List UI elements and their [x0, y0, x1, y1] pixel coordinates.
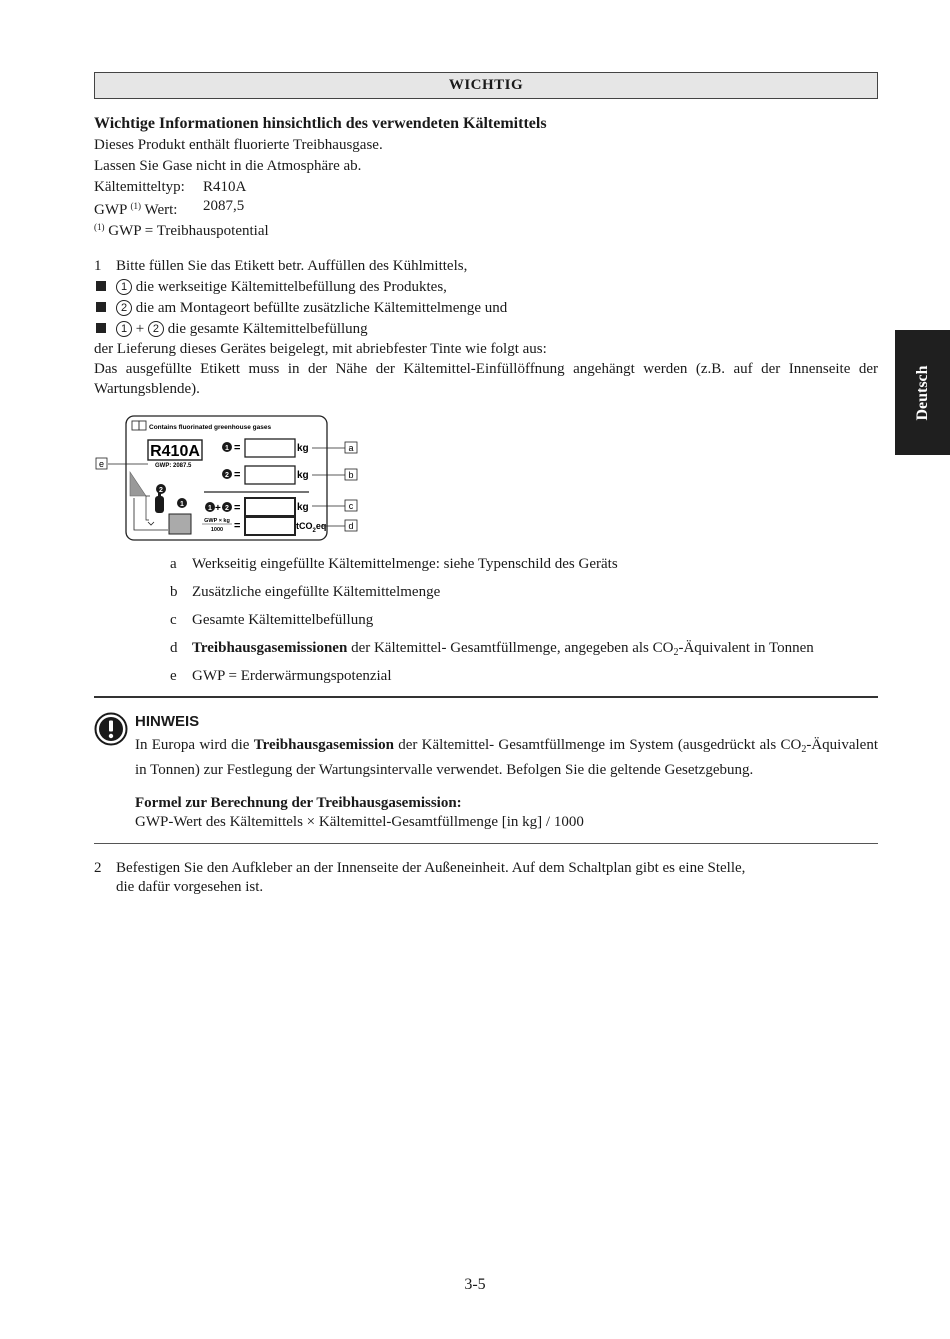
- intro-line-1: Dieses Produkt enthält fluorierte Treibhausgase.: [94, 137, 383, 153]
- field-total-charge: [245, 498, 295, 516]
- footnote-mark: (1): [94, 222, 105, 232]
- bullet-additional-charge: [96, 298, 507, 318]
- callout-c: c: [348, 501, 354, 511]
- gwp-value: 2087,5: [203, 198, 245, 214]
- label-num-2-small: 2: [159, 487, 163, 494]
- intro-heading: Wichtige Informationen hinsichtlich des verwendeten Kältemittels: [94, 115, 547, 132]
- square-bullet-icon: [96, 281, 106, 291]
- legend-key: d: [170, 640, 178, 656]
- callout-e: e: [98, 459, 105, 469]
- step-1-text: Bitte füllen Sie das Etikett betr. Auffüllen des Kühlmittels,: [116, 258, 468, 274]
- formula-bottom: 1000: [210, 527, 224, 533]
- refrigerant-type-row: [94, 177, 247, 197]
- field-factory-charge: [245, 439, 295, 457]
- callout-a: a: [348, 443, 354, 453]
- formula: [135, 812, 584, 832]
- legend-item-e: [170, 666, 392, 686]
- formula-post: Kältemittel-Gesamtfüllmenge [in kg] / 1000: [315, 814, 584, 830]
- legend-item-a: [170, 554, 618, 574]
- footnote-text: GWP = Treibhauspotential: [108, 223, 269, 239]
- gwp-footnote-mark: (1): [130, 201, 142, 211]
- legend-text: GWP = Erderwärmungspotenzial: [192, 668, 392, 684]
- note-paragraph: [135, 735, 878, 780]
- refrigerant-label-diagram: [94, 412, 374, 544]
- row-b-eq: =: [234, 469, 241, 481]
- step-2: [94, 858, 814, 878]
- step-1-number: 1: [94, 258, 102, 274]
- row-a-num: 1: [225, 445, 229, 452]
- plus-sign: +: [135, 321, 145, 337]
- label-num-1-small: 1: [180, 501, 184, 508]
- divider: [94, 696, 878, 698]
- divider: [94, 843, 878, 844]
- square-bullet-icon: [96, 302, 106, 312]
- step-1-after-2: Das ausgefüllte Etikett muss in der Nähe der Kältemittel-Einfüllöffnung angehängt werden (z.B. auf der Innenseite der Wartungsblende).: [94, 361, 878, 397]
- bullet-factory-charge: [96, 277, 447, 297]
- row-c-num-2: 2: [225, 505, 229, 512]
- legend-item-b: [170, 582, 440, 602]
- formula-top: GWP × kg: [204, 518, 230, 524]
- step-1-after-1: der Lieferung dieses Gerätes beigelegt, mit abriebfester Tinte wie folgt aus:: [94, 341, 547, 357]
- legend-text: Gesamte Kältemittelbefüllung: [192, 612, 374, 628]
- row-b-unit: kg: [297, 470, 309, 481]
- legend-text-post: -Äquivalent in Tonnen: [678, 640, 814, 656]
- circled-number-2: 2: [148, 321, 164, 337]
- legend-text: Werkseitig eingefüllte Kältemittelmenge: siehe Typenschild des Geräts: [192, 556, 618, 572]
- bullet-1-text: die werkseitige Kältemittelbefüllung des Produktes,: [135, 279, 447, 295]
- row-c-eq: =: [234, 502, 241, 514]
- row-a-eq: =: [234, 442, 241, 454]
- label-title: Contains fluorinated greenhouse gases: [149, 424, 272, 431]
- refrigerant-type-label: Kältemitteltyp:: [94, 179, 185, 195]
- step-2-line-2: die dafür vorgesehen ist.: [116, 879, 264, 895]
- page-number: 3-5: [464, 1276, 486, 1293]
- outdoor-unit-icon: [169, 514, 191, 534]
- callout-b: b: [348, 470, 354, 480]
- note-title: HINWEIS: [135, 713, 200, 730]
- note-text-post: -Äquivalent in Tonnen) zur Festlegung der Wartungsintervalle verwendet. Befolgen Sie die geltende Gesetzgebung.: [135, 737, 878, 778]
- row-b-num: 2: [225, 472, 229, 479]
- legend-text: der Kältemittel- Gesamtfüllmenge, angegeben als CO: [347, 640, 674, 656]
- square-bullet-icon: [96, 323, 106, 333]
- step-2-number: 2: [94, 860, 102, 876]
- circled-number-1: 1: [116, 279, 132, 295]
- label-gwp: GWP: 2087.5: [155, 463, 192, 469]
- section-header-wichtig: WICHTIG: [94, 72, 878, 99]
- note-text-mid: der Kältemittel- Gesamtfüllmenge im System (ausgedrückt als CO: [394, 737, 802, 753]
- row-c-num-1: 1: [208, 505, 212, 512]
- intro-line-2: Lassen Sie Gase nicht in die Atmosphäre ab.: [94, 158, 362, 174]
- note-subscript: 2: [801, 744, 807, 755]
- bullet-3-text: die gesamte Kältemittelbefüllung: [167, 321, 368, 337]
- legend-item-c: [170, 610, 373, 630]
- row-d-eq: =: [234, 520, 241, 532]
- exclamation-warning-icon: [94, 712, 128, 746]
- legend-item-d: [170, 638, 814, 663]
- language-label: Deutsch: [913, 364, 931, 421]
- row-c-unit: kg: [297, 502, 309, 513]
- row-c-plus: +: [215, 503, 221, 514]
- note-text-pre: In Europa wird die: [135, 737, 254, 753]
- formula-pre: GWP-Wert des Kältemittels: [135, 814, 307, 830]
- note-bold: Treibhausgasemission: [253, 737, 394, 753]
- legend-key: a: [170, 556, 177, 572]
- field-additional-charge: [245, 466, 295, 484]
- legend-text: Zusätzliche eingefüllte Kältemittelmenge: [192, 584, 441, 600]
- callout-d: d: [348, 521, 354, 531]
- row-d-unit: tCO$_2$eq: [296, 521, 327, 534]
- bullet-total-charge: [96, 319, 368, 339]
- times-sign: ×: [306, 814, 316, 830]
- legend-key: e: [170, 668, 177, 684]
- field-co2-equivalent: [245, 517, 295, 535]
- step-2-line-1: Befestigen Sie den Aufkleber an der Innenseite der Außeneinheit. Auf dem Schaltplan gibt es eine Stelle,: [116, 860, 746, 876]
- gwp-label: GWP: [94, 202, 127, 218]
- circled-number-1: 1: [116, 321, 132, 337]
- step-1: [94, 256, 468, 276]
- legend-key: c: [170, 612, 177, 628]
- gwp-label-post: Wert:: [144, 202, 178, 218]
- refrigerant-type-value: R410A: [203, 179, 247, 195]
- language-side-tab: [895, 330, 950, 455]
- legend-key: b: [170, 584, 178, 600]
- row-a-unit: kg: [297, 443, 309, 454]
- gwp-footnote: [94, 217, 269, 241]
- bullet-2-text: die am Montageort befüllte zusätzliche Kältemittelmenge und: [135, 300, 508, 316]
- formula-title: Formel zur Berechnung der Treibhausgasemission:: [135, 795, 462, 811]
- legend-bold: Treibhausgasemissionen: [192, 640, 348, 656]
- circled-number-2: 2: [116, 300, 132, 316]
- legend-subscript: 2: [673, 647, 679, 658]
- label-refrigerant: R410A: [150, 443, 200, 460]
